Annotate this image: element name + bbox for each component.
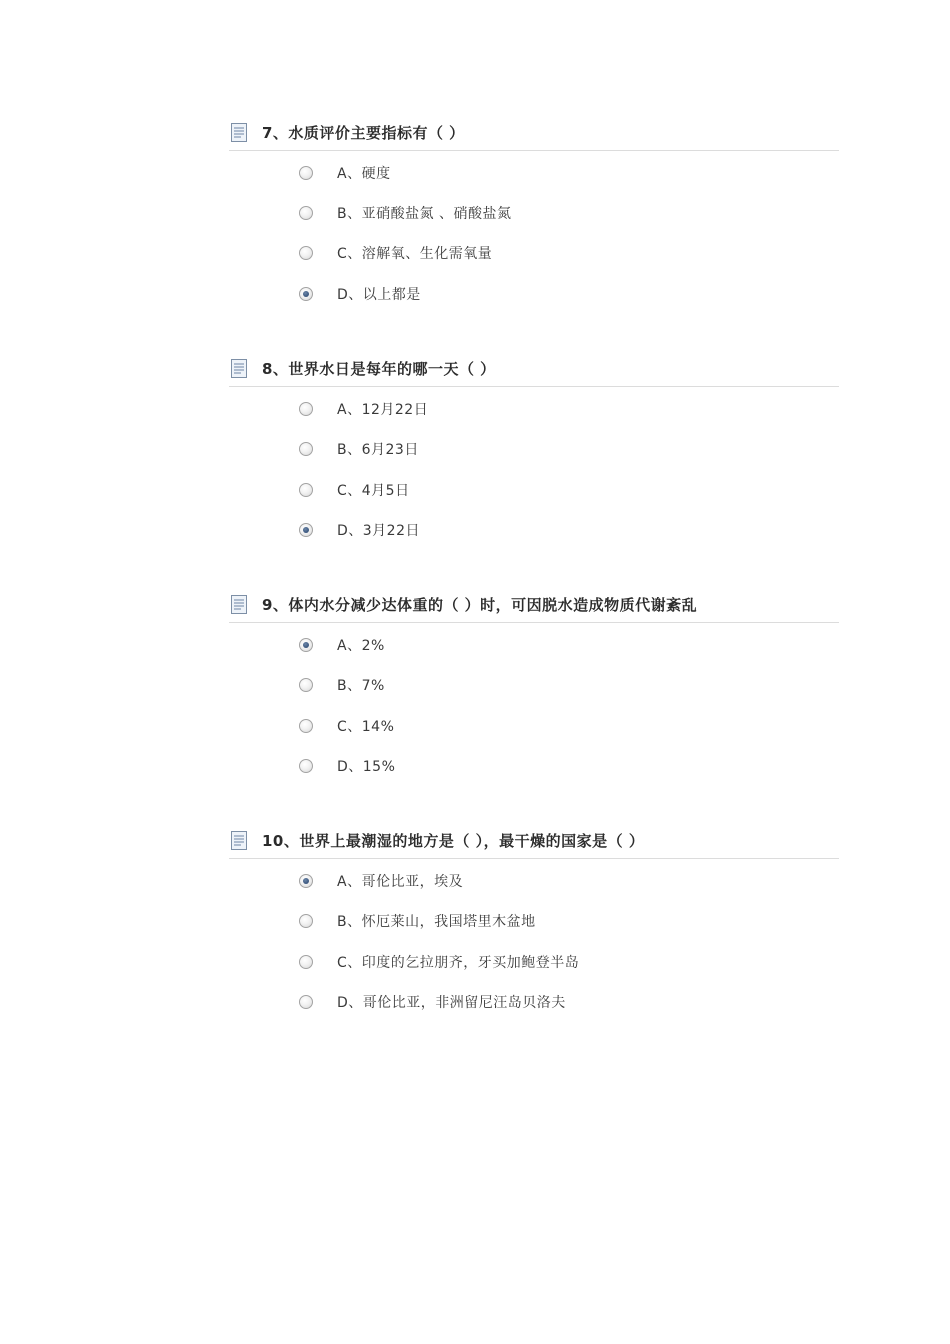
radio-button-checked[interactable] (299, 523, 313, 537)
radio-button[interactable] (299, 442, 313, 456)
document-icon (231, 831, 247, 850)
radio-button[interactable] (299, 759, 313, 773)
option-label: C、溶解氧、生化需氧量 (337, 246, 493, 262)
option-label: C、4月5日 (337, 483, 410, 499)
option-label: B、怀厄莱山，我国塔里木盆地 (337, 914, 536, 930)
document-icon (231, 123, 247, 142)
option-label: A、12月22日 (337, 402, 429, 418)
radio-button[interactable] (299, 955, 313, 969)
option-label: B、亚硝酸盐氮 、硝酸盐氮 (337, 206, 512, 222)
radio-button[interactable] (299, 483, 313, 497)
option-c[interactable] (299, 479, 799, 501)
question-10 (229, 826, 839, 1011)
radio-button[interactable] (299, 678, 313, 692)
question-header (229, 118, 839, 151)
radio-button[interactable] (299, 719, 313, 733)
question-header (229, 354, 839, 387)
option-label: C、14% (337, 719, 395, 735)
option-label: B、6月23日 (337, 442, 419, 458)
option-d[interactable] (299, 283, 799, 305)
option-label: A、哥伦比亚，埃及 (337, 874, 464, 890)
option-c[interactable] (299, 242, 799, 264)
question-7 (229, 118, 839, 303)
option-label: D、哥伦比亚，非洲留尼汪岛贝洛夫 (337, 995, 566, 1011)
radio-button[interactable] (299, 995, 313, 1009)
question-header (229, 826, 839, 859)
radio-button-checked[interactable] (299, 287, 313, 301)
option-a[interactable] (299, 162, 799, 184)
radio-button[interactable] (299, 914, 313, 928)
question-header (229, 590, 839, 623)
radio-button[interactable] (299, 246, 313, 260)
option-d[interactable] (299, 755, 799, 777)
option-label: D、3月22日 (337, 523, 421, 539)
question-title: 10、世界上最潮湿的地方是（ ），最干燥的国家是（ ） (262, 832, 645, 850)
option-label: D、15% (337, 759, 396, 775)
option-b[interactable] (299, 202, 799, 224)
option-a[interactable] (299, 398, 799, 420)
option-b[interactable] (299, 438, 799, 460)
option-label: C、印度的乞拉朋齐，牙买加鲍登半岛 (337, 955, 580, 971)
option-c[interactable] (299, 951, 799, 973)
radio-button[interactable] (299, 206, 313, 220)
document-icon (231, 359, 247, 378)
question-title: 8、世界水日是每年的哪一天（ ） (262, 360, 496, 378)
option-label: B、7% (337, 678, 385, 694)
question-title: 9、体内水分减少达体重的（ ）时，可因脱水造成物质代谢紊乱 (262, 596, 698, 614)
document-icon (231, 595, 247, 614)
option-a[interactable] (299, 634, 799, 656)
option-d[interactable] (299, 991, 799, 1013)
option-b[interactable] (299, 910, 799, 932)
radio-button[interactable] (299, 166, 313, 180)
option-label: D、以上都是 (337, 287, 421, 303)
option-b[interactable] (299, 674, 799, 696)
option-a[interactable] (299, 870, 799, 892)
radio-button-checked[interactable] (299, 874, 313, 888)
question-8 (229, 354, 839, 539)
radio-button[interactable] (299, 402, 313, 416)
question-9 (229, 590, 839, 775)
option-label: A、硬度 (337, 166, 391, 182)
question-title: 7、水质评价主要指标有（ ） (262, 124, 465, 142)
option-label: A、2% (337, 638, 385, 654)
option-d[interactable] (299, 519, 799, 541)
radio-button-checked[interactable] (299, 638, 313, 652)
option-c[interactable] (299, 715, 799, 737)
